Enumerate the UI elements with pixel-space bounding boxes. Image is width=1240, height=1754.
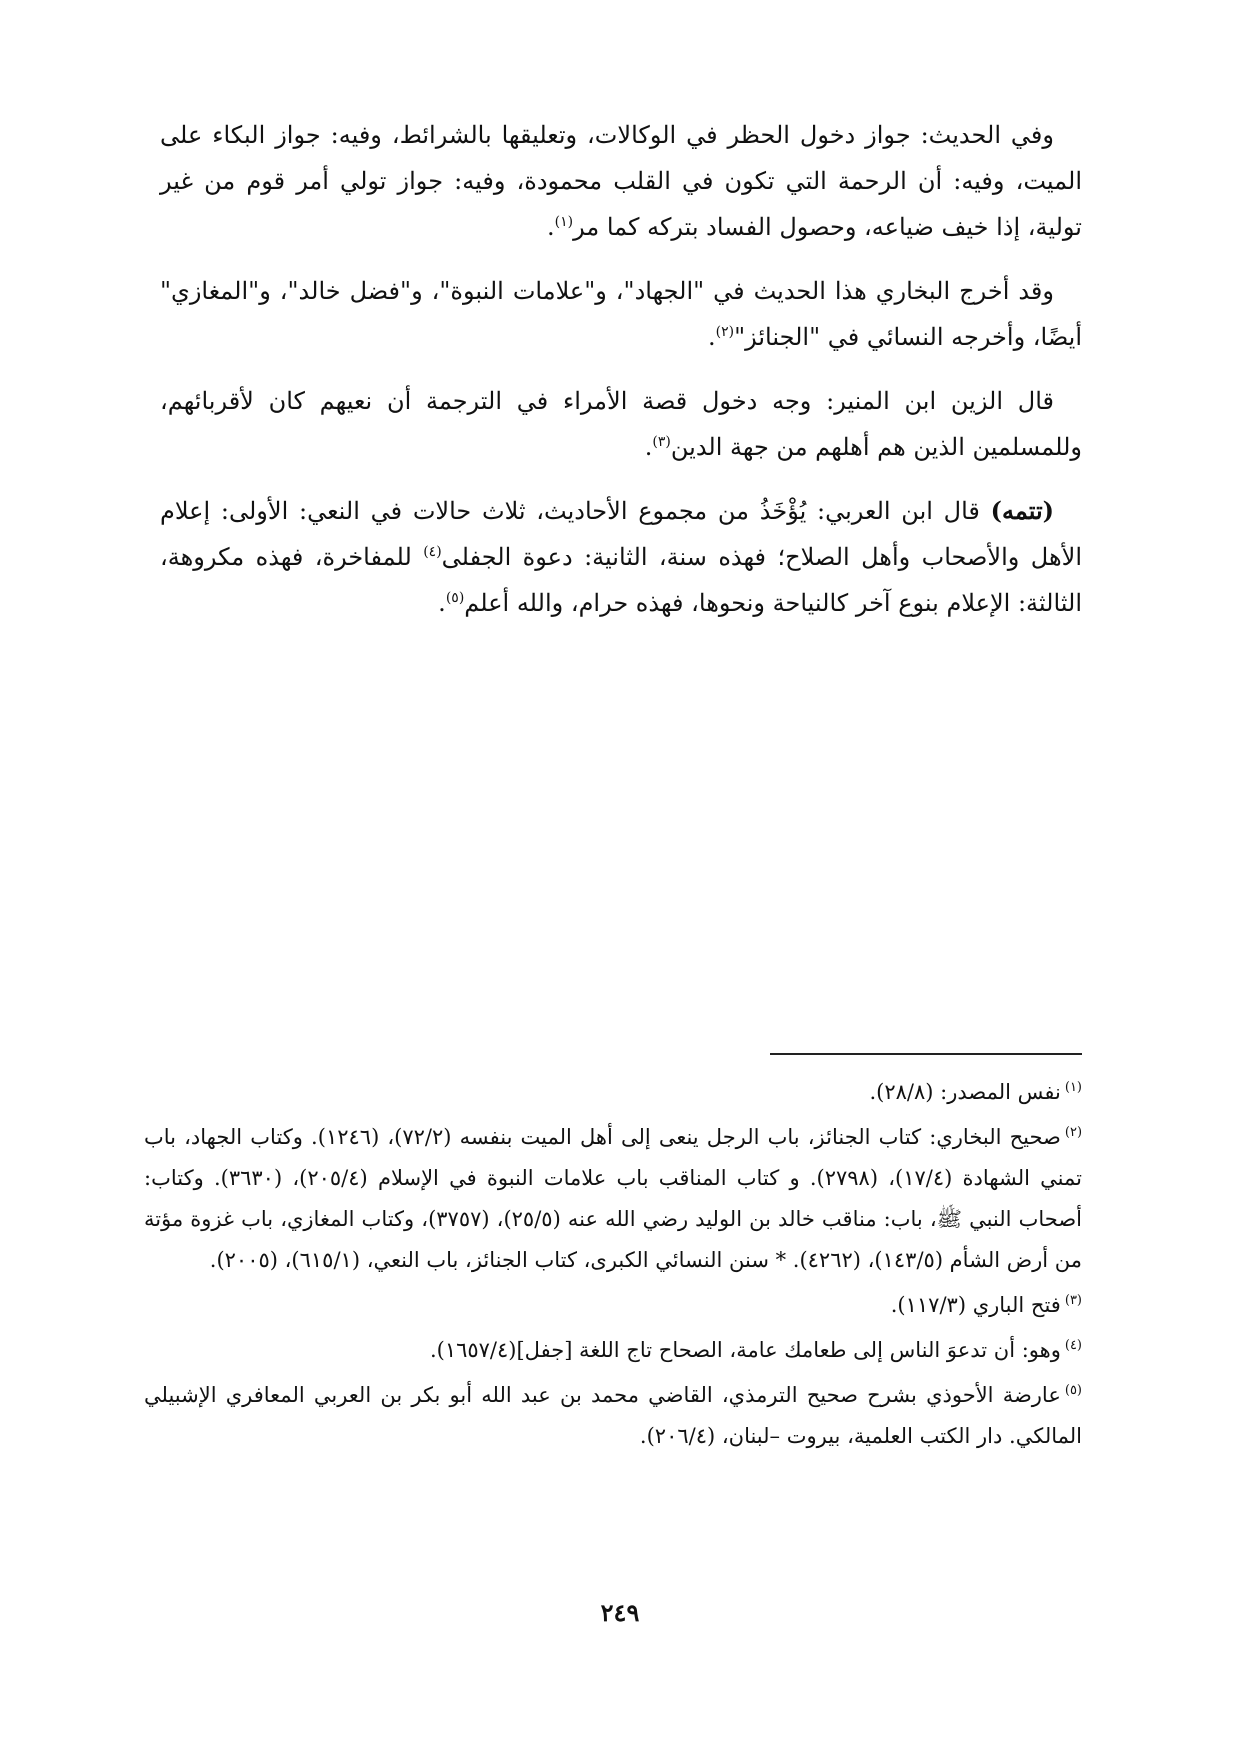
paragraph-1-end: . xyxy=(547,213,555,241)
footnote-text: وهو: أن تدعوَ الناس إلى طعامك عامة، الصحاح تاج اللغة [جفل](١٦٥٧/٤). xyxy=(429,1338,1061,1362)
footnote-ref-5[interactable]: (٥) xyxy=(445,590,465,606)
footnote-3 xyxy=(144,1285,1082,1326)
paragraph-4-lead: (تتمه) xyxy=(990,496,1054,525)
footnote-number: (١) xyxy=(1064,1080,1082,1095)
footnote-ref-3[interactable]: (٣) xyxy=(652,434,671,450)
paragraph-4-text-b: للمفاخرة، فهذه مكروهة، الثالثة: الإعلام بنوع آخر كالنياحة ونحوها، فهذه حرام، والله أعلم xyxy=(160,543,1082,617)
footnote-1 xyxy=(144,1072,1082,1113)
footnote-ref-2[interactable]: (٢) xyxy=(715,324,735,340)
paragraph-3 xyxy=(160,378,1082,470)
footnote-4 xyxy=(144,1330,1082,1371)
footnote-number: (٣) xyxy=(1064,1293,1082,1308)
paragraph-2 xyxy=(160,268,1082,360)
paragraph-2-text: وقد أخرج البخاري هذا الحديث في "الجهاد"، و"علامات النبوة"، و"فضل خالد"، و"المغازي" أيضًا، وأخرجه النسائي في "الجنائز" xyxy=(160,277,1082,351)
footnote-text: صحيح البخاري: كتاب الجنائز، باب الرجل ينعى إلى أهل الميت بنفسه (٧٢/٢)، (١٢٤٦). وكتاب الجهاد، باب تمني الشهادة (١٧/٤)، (٢٧٩٨). و كتاب المناقب باب علامات النبوة في الإسلام (٢٠٥/٤)، (٣٦٣٠). وكتاب: أصحاب النبي ﷺ، باب: مناقب خالد بن الوليد رضي الله عنه (٢٥/٥)، (٣٧٥٧)، وكتاب المغازي، باب غزوة مؤتة من أرض الشأم (١٤٣/٥)، (٤٢٦٢). * سنن النسائي الكبرى، كتاب الجنائز، باب النعي، (٦١٥/١)، (٢٠٠٥). xyxy=(144,1125,1082,1272)
footnote-2 xyxy=(144,1117,1082,1281)
footnote-5 xyxy=(144,1375,1082,1457)
footnote-text: عارضة الأحوذي بشرح صحيح الترمذي، القاضي محمد بن عبد الله أبو بكر بن العربي المعافري الإشبيلي المالكي. دار الكتب العلمية، بيروت –لبنان، (٢٠٦/٤). xyxy=(144,1383,1082,1448)
footnote-ref-1[interactable]: (١) xyxy=(554,214,574,230)
footnotes-section xyxy=(144,1072,1082,1461)
footnote-ref-4[interactable]: (٤) xyxy=(423,544,442,560)
page-number: ٢٤٩ xyxy=(600,1598,640,1627)
main-text xyxy=(160,112,1082,644)
paragraph-4 xyxy=(160,488,1082,626)
paragraph-4-text-a: قال ابن العربي: يُؤْخَذُ من مجموع الأحاديث، ثلاث حالات في النعي: الأولى: إعلام الأهل والأصحاب وأهل الصلاح؛ فهذه سنة، الثانية: دعوة الجفلى xyxy=(160,497,1082,571)
paragraph-3-end: . xyxy=(644,433,653,461)
paragraph-3-text: قال الزين ابن المنير: وجه دخول قصة الأمراء في الترجمة أن نعيهم كان لأقربائهم، وللمسلمين الذين هم أهلهم من جهة الدين xyxy=(160,387,1082,461)
footnote-number: (٥) xyxy=(1064,1383,1082,1398)
paragraph-4-end: . xyxy=(438,589,446,617)
paragraph-1 xyxy=(160,112,1082,250)
footnote-number: (٤) xyxy=(1064,1338,1082,1353)
paragraph-1-text: وفي الحديث: جواز دخول الحظر في الوكالات، وتعليقها بالشرائط، وفيه: جواز البكاء على الميت، وفيه: أن الرحمة التي تكون في القلب محمودة، وفيه: جواز تولي أمر قوم من غير تولية، إذا خيف ضياعه، وحصول الفساد بتركه كما مر xyxy=(160,121,1082,241)
footnote-text: نفس المصدر: (٢٨/٨). xyxy=(869,1080,1061,1104)
footnote-text: فتح الباري (١١٧/٣). xyxy=(890,1293,1061,1317)
paragraph-2-end: . xyxy=(707,323,716,351)
footnote-number: (٢) xyxy=(1064,1125,1083,1140)
footnote-separator xyxy=(770,1053,1082,1055)
